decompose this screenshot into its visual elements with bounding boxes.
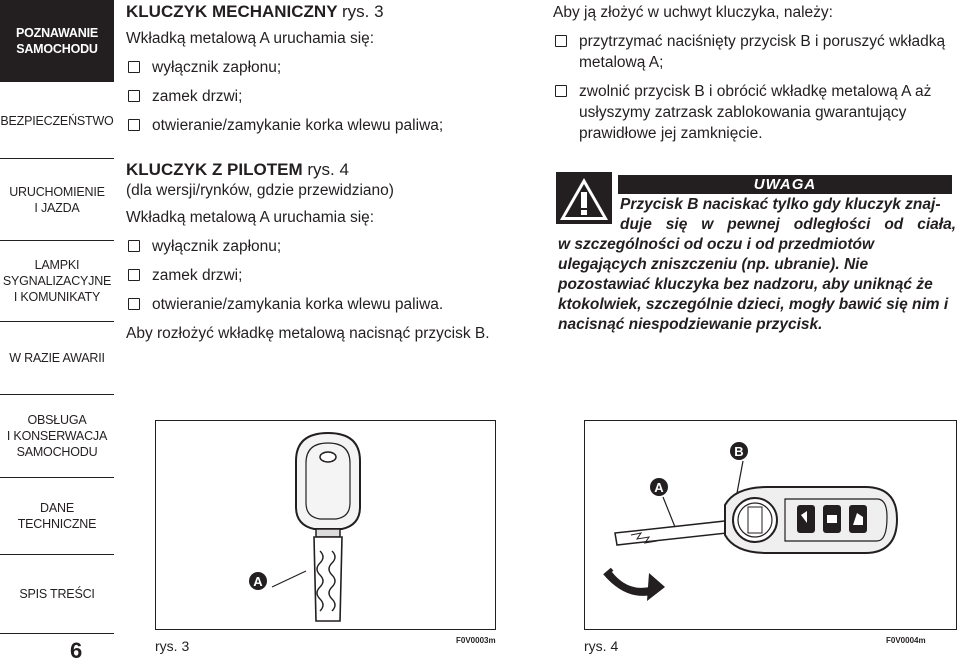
list-item [126,57,546,78]
warning-title: UWAGA [618,175,952,194]
label-b: B [734,444,744,459]
intro-text: Wkładką metalową A uruchamia się: [126,30,375,47]
mechanical-key-illustration [156,421,497,631]
figure-caption: rys. 3 [155,638,190,654]
checkbox-bullet-icon [128,119,140,131]
outro-text: Aby rozłożyć wkładkę metalową nacisnąć przycisk B. [126,325,490,342]
checkbox-bullet-icon [555,85,567,97]
figure-code: F0V0004m [886,636,926,645]
list-item [126,294,546,315]
intro-text: Wkładką metalową A uruchamia się: [126,209,375,226]
list-item [126,115,546,136]
section-mechanical-key [126,2,546,136]
tab-dane-techniczne[interactable]: DANE TECHNICZNE [0,478,114,554]
list-item-text: wyłącznik zapłonu; [152,59,282,76]
list-item-text: otwieranie/zamykanie korka wlewu paliwa; [152,117,444,134]
subheading-text: (dla wersji/rynków, gdzie przewidziano) [126,182,394,199]
sidebar-divider [0,633,114,634]
warning-text-body: w szczególności od oczu i od przedmiotów ulegających zniszczeniu (np. ubranie). Nie pozostawiać kluczyka bez nadzoru, aby uniknąć że ktokolwiek, szczególnie dzieci, mogły bawić się nim i nacisnąć niespodziewanie przycisk. [558,236,949,333]
heading-figure-ref: rys. 3 [341,2,384,21]
list-item-text: otwieranie/zamykania korka wlewu paliwa. [152,296,444,313]
warning-text-line2: duje się w pewnej odległości od ciała, [620,216,956,233]
warning-text-line1: Przycisk B naciskać tylko gdy kluczyk znaj- [620,196,941,213]
list-item-text: zamek drzwi; [152,267,243,284]
chapter-sidebar [0,0,118,664]
section-remote-key [126,160,546,344]
page-number: 6 [70,638,83,663]
tab-obsluga-i-konserwacja[interactable]: OBSŁUGA I KONSERWACJA SAMOCHODU [0,395,114,477]
checkbox-bullet-icon [128,240,140,252]
figure-code: F0V0003m [456,636,496,645]
tab-lampki-sygnalizacyjne[interactable]: LAMPKI SYGNALIZACYJNE I KOMUNIKATY [0,241,114,321]
figure-mechanical-key [155,420,496,630]
list-item-text: wyłącznik zapłonu; [152,238,282,255]
checkbox-bullet-icon [128,90,140,102]
heading-text: KLUCZYK Z PILOTEM [126,160,303,179]
intro-text: Aby ją złożyć w uchwyt kluczyka, należy: [553,4,833,21]
tab-w-razie-awarii[interactable]: W RAZIE AWARII [0,322,114,394]
label-a: A [253,574,263,589]
tab-poznawanie-samochodu[interactable]: POZNAWANIE SAMOCHODU [0,0,114,82]
list-item-text: zwolnić przycisk B i obrócić wkładkę metalową A aż usłyszymy zatrzask zablokowania gwarantujący prawidłowe jej zamknięcie. [579,83,932,142]
checkbox-bullet-icon [128,61,140,73]
folding-instructions [553,2,957,144]
list-item [553,31,957,73]
figure-remote-key [584,420,957,630]
tab-spis-tresci[interactable]: SPIS TREŚCI [0,555,114,633]
list-item [126,265,546,286]
section-heading [126,160,546,180]
label-a: A [654,480,664,495]
warning-triangle-icon [556,172,612,224]
checkbox-bullet-icon [128,269,140,281]
list-item [126,86,546,107]
remote-key-illustration [585,421,958,631]
checkbox-bullet-icon [555,35,567,47]
list-item [126,236,546,257]
list-item [553,81,957,144]
checkbox-bullet-icon [128,298,140,310]
tab-uruchomienie-i-jazda[interactable]: URUCHOMIENIE I JAZDA [0,159,114,240]
list-item-text: zamek drzwi; [152,88,243,105]
heading-figure-ref: rys. 4 [307,160,349,179]
heading-text: KLUCZYK MECHANICZNY [126,2,338,21]
section-heading [126,2,546,22]
list-item-text: przytrzymać naciśnięty przycisk B i poruszyć wkładką metalową A; [579,33,946,71]
tab-bezpieczenstwo[interactable]: BEZPIECZEŃSTWO [0,83,114,158]
figure-caption: rys. 4 [584,638,619,654]
